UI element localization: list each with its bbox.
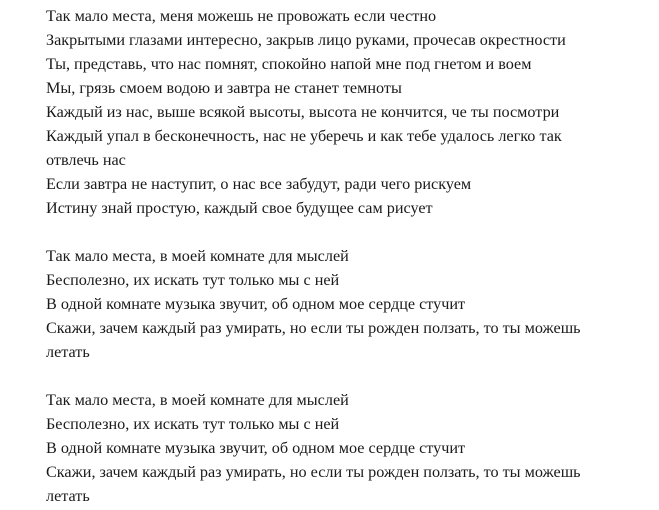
lyric-line: Каждый из нас, выше всякой высоты, высота не кончится, че ты посмотри [46,103,560,121]
lyric-line: Так мало места, в моей комнате для мыслей [46,247,349,265]
lyric-line: Так мало места, меня можешь не провожать если честно [46,7,437,25]
lyric-line: Так мало места, в моей комнате для мыслей [46,391,349,409]
stanza-1 [46,4,646,220]
lyric-line: летать [46,343,90,361]
lyric-line: Истину знай простую, каждый свое будущее сам рисует [46,199,433,217]
stanza-3 [46,388,646,508]
lyric-line: Если завтра не наступит, о нас все забудут, ради чего рискуем [46,175,472,193]
lyric-line: Бесполезно, их искать тут только мы с ней [46,271,340,289]
lyric-line: отвлечь нас [46,151,126,169]
lyric-line: летать [46,487,90,505]
lyric-line: Ты, представь, что нас помнят, спокойно напой мне под гнетом и воем [46,55,532,73]
lyric-line: Каждый упал в бесконечность, нас не уберечь и как тебе удалось легко так [46,127,562,145]
lyric-line: В одной комнате музыка звучит, об одном мое сердце стучит [46,295,466,313]
stanza-2 [46,244,646,364]
lyric-line: Мы, грязь смоем водою и завтра не станет темноты [46,79,402,97]
lyric-line: Скажи, зачем каждый раз умирать, но если ты рожден ползать, то ты можешь [46,463,581,481]
lyric-line: Закрытыми глазами интересно, закрыв лицо руками, прочесав окрестности [46,31,566,49]
lyric-line: В одной комнате музыка звучит, об одном мое сердце стучит [46,439,466,457]
lyric-line: Бесполезно, их искать тут только мы с ней [46,415,340,433]
lyrics-document [46,4,646,508]
lyric-line: Скажи, зачем каждый раз умирать, но если ты рожден ползать, то ты можешь [46,319,581,337]
